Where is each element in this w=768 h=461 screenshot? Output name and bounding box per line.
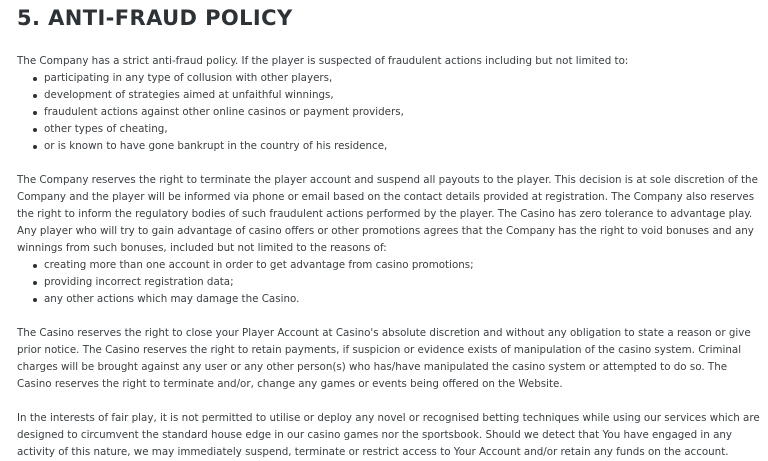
list-item: development of strategies aimed at unfaithful winnings, (44, 87, 763, 104)
list-item: other types of cheating, (44, 121, 763, 138)
fraud-actions-intro: The Company has a strict anti-fraud policy. If the player is suspected of fraudulent actions including but not limited to: (17, 55, 629, 67)
page-title: 5. ANTI-FRAUD POLICY (17, 6, 293, 30)
list-item: fraudulent actions against other online casinos or payment providers, (44, 104, 763, 121)
bonus-abuse-list (17, 257, 763, 308)
fraud-actions-section (17, 53, 763, 155)
account-closure-section (17, 325, 763, 393)
list-item: participating in any type of collusion with other players, (44, 70, 763, 87)
list-item: any other actions which may damage the Casino. (44, 291, 763, 308)
fraud-actions-list (17, 70, 763, 155)
fair-play-section (17, 410, 763, 461)
account-termination-section (17, 172, 763, 308)
list-item: or is known to have gone bankrupt in the country of his residence, (44, 138, 763, 155)
list-item: creating more than one account in order to get advantage from casino promotions; (44, 257, 763, 274)
list-item: providing incorrect registration data; (44, 274, 763, 291)
account-closure-text: The Casino reserves the right to close your Player Account at Casino's absolute discretion and without any obligation to state a reason or give prior notice. The Casino reserves the right to retain payments, if suspicion or evidence exists of manipulation of the casino system. Criminal charges will be brought against any user or any other person(s) who has/have manipulated the casino system or attempted to do so. The Casino reserves the right to terminate and/or, change any games or events being offered on the Website. (17, 327, 751, 390)
account-termination-text: The Company reserves the right to terminate the player account and suspend all payouts to the player. This decision is at sole discretion of the Company and the player will be informed via phone or email based on the contact details provided at registration. The Company also reserves the right to inform the regulatory bodies of such fraudulent actions performed by the player. The Casino has zero tolerance to advantage play. Any player who will try to gain advantage of casino offers or other promotions agrees that the Company has the right to void bonuses and any winnings from such bonuses, included but not limited to the reasons of: (17, 174, 758, 254)
policy-page (17, 0, 763, 461)
fair-play-text: In the interests of fair play, it is not permitted to utilise or deploy any novel or recognised betting techniques while using our services which are designed to circumvent the standard house edge in our casino games nor the sportsbook. Should we detect that You have engaged in any activity of this nature, we may immediately suspend, terminate or restrict access to Your Account and/or retain any funds on the account. (17, 412, 760, 458)
